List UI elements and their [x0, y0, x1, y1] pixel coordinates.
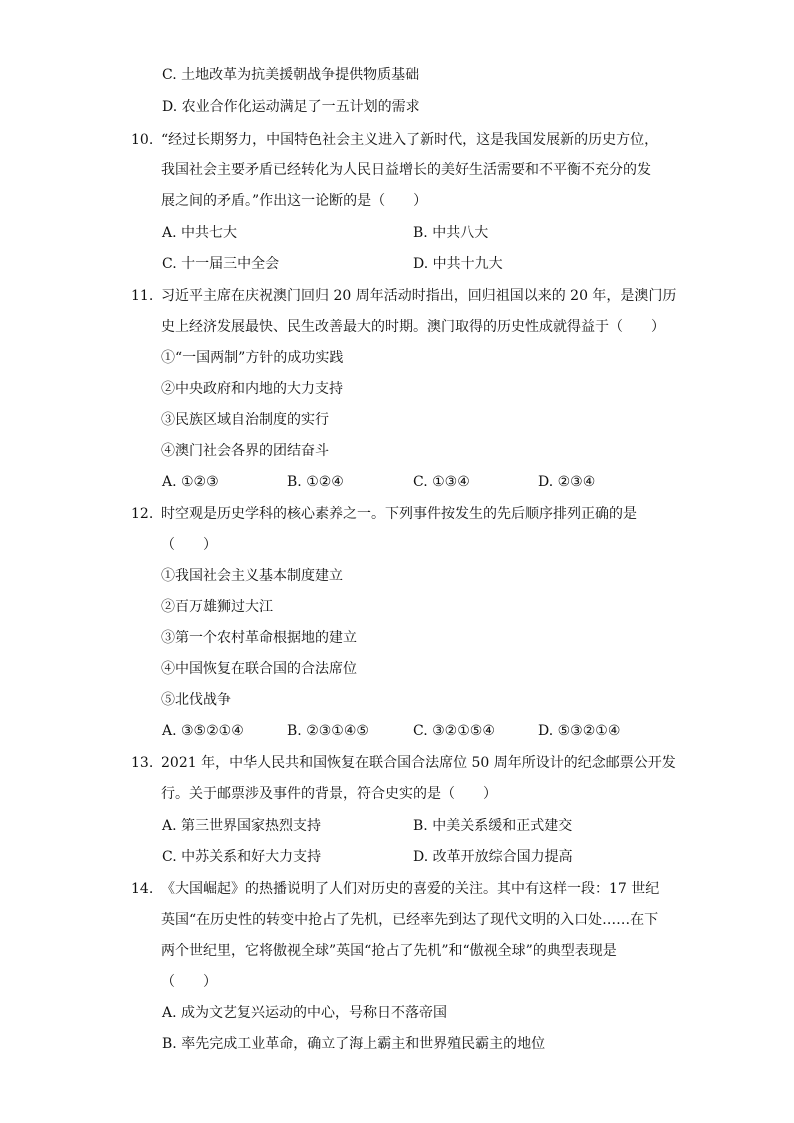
q12-item: ③第一个农村革命根据地的建立: [161, 630, 357, 646]
q14-stem-line: （ ）: [161, 974, 217, 990]
q12-item: ⑤北伐战争: [161, 692, 231, 708]
q12-option-b: B. ②③①④⑤: [287, 723, 369, 739]
q11-option-b: B. ①②④: [287, 474, 344, 490]
q14-number: 14.: [131, 881, 154, 897]
q11-item: ①“一国两制”方针的成功实践: [161, 350, 344, 366]
q14-option-a: A. 成为文艺复兴运动的中心，号称日不落帝国: [162, 1005, 448, 1021]
q13-option-b: B. 中美关系缓和正式建交: [413, 818, 573, 834]
q13-stem-line: 2021 年，中华人民共和国恢复在联合国合法席位 50 周年所设计的纪念邮票公开发: [161, 755, 676, 771]
q12-stem-line: 时空观是历史学科的核心素养之一。下列事件按发生的先后顺序排列正确的是: [161, 506, 637, 522]
q10-stem-line: 我国社会主要矛盾已经转化为人民日益增长的美好生活需要和不平衡不充分的发: [161, 162, 651, 178]
q12-option-c: C. ③②①⑤④: [413, 723, 495, 739]
q13-option-d: D. 改革开放综合国力提高: [413, 849, 573, 865]
q10-stem-line: 展之间的矛盾。”作出这一论断的是（ ）: [161, 193, 428, 209]
q14-stem-line: 两个世纪里，它将傲视全球”英国“抢占了先机”和“傲视全球”的典型表现是: [161, 943, 617, 959]
q9-option-d: D. 农业合作化运动满足了一五计划的需求: [162, 99, 420, 115]
q13-number: 13.: [131, 755, 154, 771]
q11-stem-line: 史上经济发展最快、民生改善最大的时期。澳门取得的历史性成就得益于（ ）: [161, 319, 665, 335]
q12-option-d: D. ⑤③②①④: [538, 723, 621, 739]
q11-option-a: A. ①②③: [162, 474, 219, 490]
q13-option-a: A. 第三世界国家热烈支持: [162, 818, 322, 834]
q11-option-c: C. ①③④: [413, 474, 470, 490]
q11-item: ②中央政府和内地的大力支持: [161, 381, 343, 397]
q12-stem-line: （ ）: [161, 537, 217, 553]
q12-item: ①我国社会主义基本制度建立: [161, 568, 343, 584]
q14-stem-line: 《大国崛起》的热播说明了人们对历史的喜爱的关注。其中有这样一段：17 世纪: [161, 881, 660, 897]
q10-option-a: A. 中共七大: [162, 225, 238, 241]
q10-option-d: D. 中共十九大: [413, 256, 503, 272]
q12-number: 12.: [131, 506, 154, 522]
q12-item: ④中国恢复在联合国的合法席位: [161, 661, 357, 677]
q9-option-c: C. 土地改革为抗美援朝战争提供物质基础: [162, 67, 420, 83]
q10-option-c: C. 十一届三中全会: [162, 256, 280, 272]
q12-item: ②百万雄狮过大江: [161, 599, 273, 615]
q14-stem-line: 英国“在历史性的转变中抢占了先机，已经率先到达了现代文明的入口处……在下: [161, 912, 659, 928]
q11-item: ③民族区域自治制度的实行: [161, 412, 329, 428]
q11-item: ④澳门社会各界的团结奋斗: [161, 443, 329, 459]
q10-number: 10.: [131, 132, 154, 148]
q13-option-c: C. 中苏关系和好大力支持: [162, 849, 322, 865]
q11-stem-line: 习近平主席在庆祝澳门回归 20 周年活动时指出，回归祖国以来的 20 年，是澳门历: [161, 288, 677, 304]
q11-option-d: D. ②③④: [538, 474, 596, 490]
q10-stem-line: “经过长期努力，中国特色社会主义进入了新时代，这是我国发展新的历史方位，: [161, 132, 659, 148]
q10-option-b: B. 中共八大: [413, 225, 489, 241]
q14-option-b: B. 率先完成工业革命，确立了海上霸主和世界殖民霸主的地位: [162, 1036, 546, 1052]
q11-number: 11.: [131, 288, 154, 304]
q12-option-a: A. ③⑤②①④: [162, 723, 244, 739]
q13-stem-line: 行。关于邮票涉及事件的背景，符合史实的是（ ）: [161, 786, 497, 802]
